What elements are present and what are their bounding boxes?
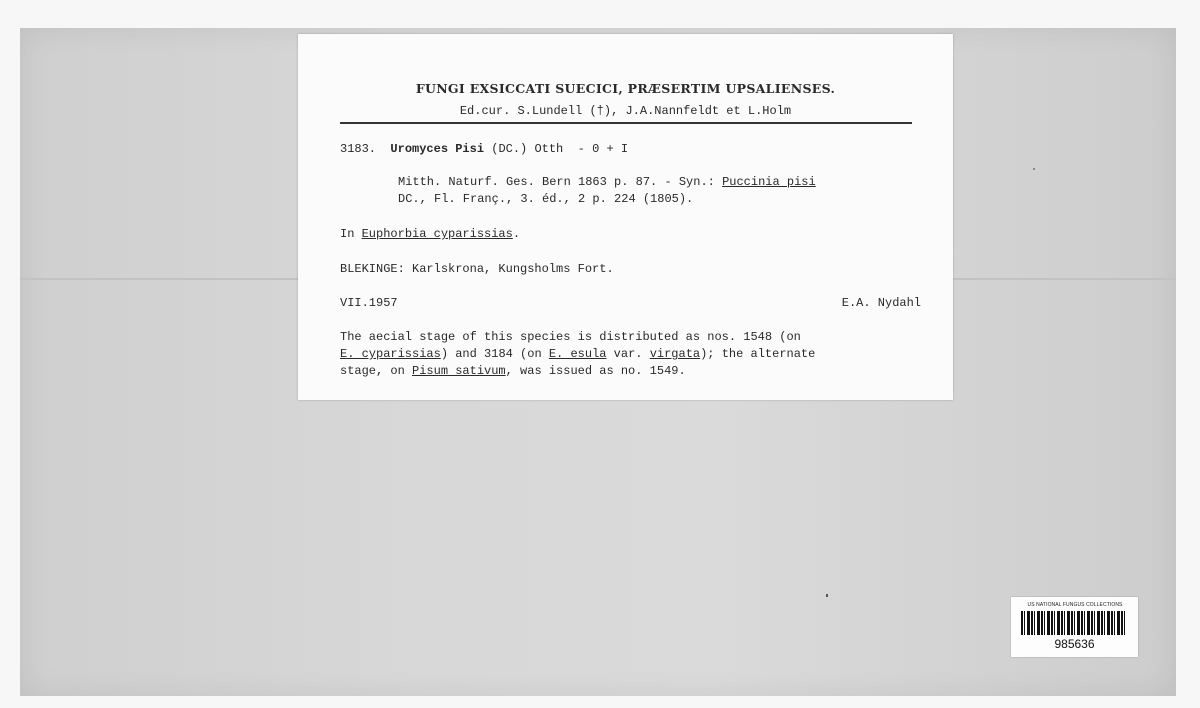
- species-stages: - 0 + I: [577, 142, 629, 156]
- host-line: [340, 227, 520, 241]
- note-line-3: [340, 364, 686, 378]
- note-text: ); the alternate: [700, 347, 816, 361]
- note-host-2: E. esula: [548, 347, 607, 361]
- host-suffix: .: [512, 227, 521, 241]
- label-editors: Ed.cur. S.Lundell (†), J.A.Nannfeldt et L.Holm: [459, 104, 792, 118]
- note-text: ) and 3184 (on: [440, 347, 549, 361]
- label-header: FUNGI EXSICCATI SUECICI, PRÆSERTIM UPSALIENSES.: [415, 81, 836, 96]
- collection-date: VII.1957: [340, 296, 398, 310]
- host-prefix: In: [340, 227, 362, 241]
- sheet-speck: [1033, 168, 1035, 170]
- collector: E.A. Nydahl: [841, 296, 921, 310]
- note-text: var.: [606, 347, 650, 361]
- reference-line-1: [398, 175, 816, 189]
- species-author: (DC.) Otth: [491, 142, 564, 156]
- exsiccata-number: 3183.: [340, 142, 377, 156]
- barcode-label: [1011, 597, 1138, 657]
- species-name: Uromyces Pisi: [390, 142, 485, 156]
- note-variety: virgata: [649, 347, 701, 361]
- sheet-speck: [826, 594, 828, 597]
- note-host-3: Pisum sativum: [412, 364, 506, 378]
- reference-line-2: DC., Fl. Franç., 3. éd., 2 p. 224 (1805).: [398, 192, 694, 206]
- specimen-label: [298, 34, 953, 400]
- note-line-2: [340, 347, 815, 361]
- host-name: Euphorbia cyparissias: [361, 227, 513, 241]
- species-line: [340, 142, 628, 156]
- header-rule: [340, 122, 912, 124]
- barcode-icon: [1021, 611, 1127, 635]
- barcode-number: 985636: [1054, 637, 1095, 651]
- note-text: , was issued as no. 1549.: [505, 364, 686, 378]
- locality: BLEKINGE: Karlskrona, Kungsholms Fort.: [340, 262, 614, 276]
- note-text: stage, on: [340, 364, 413, 378]
- note-line-1: The aecial stage of this species is distributed as nos. 1548 (on: [340, 330, 801, 344]
- barcode-header: US NATIONAL FUNGUS COLLECTIONS: [1027, 602, 1123, 608]
- synonym: Puccinia pisi: [722, 175, 816, 189]
- reference-text: Mitth. Naturf. Ges. Bern 1863 p. 87. - Syn.:: [398, 175, 723, 189]
- note-host-1: E. cyparissias: [340, 347, 441, 361]
